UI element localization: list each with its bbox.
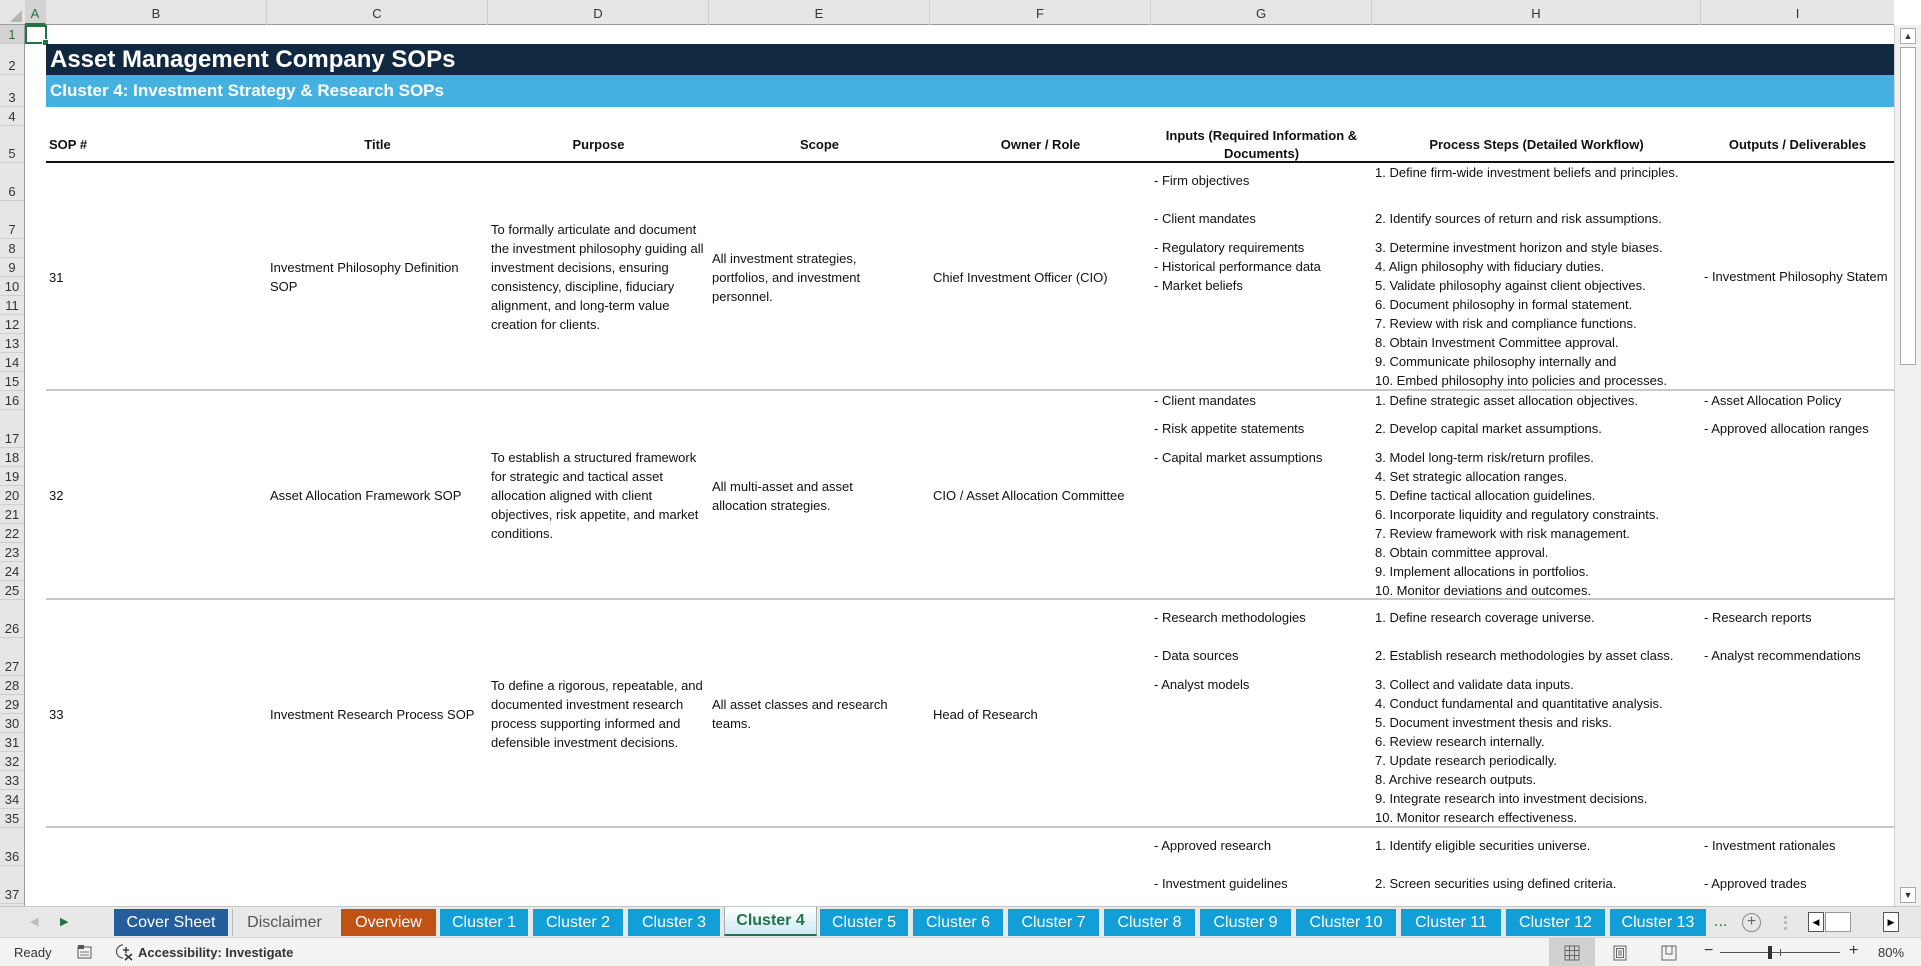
column-header-b[interactable]: B xyxy=(46,0,267,25)
input-item: - Client mandates xyxy=(1154,393,1256,408)
sop-number[interactable]: 31 xyxy=(49,269,64,285)
header-inputs: Inputs (Required Information & Documents) xyxy=(1165,127,1358,161)
column-header-g[interactable]: G xyxy=(1151,0,1372,25)
row-header[interactable]: 32 xyxy=(0,752,24,771)
sop-purpose[interactable]: To define a rigorous, repeatable, and documented investment research process supporting informed and defensible investment decisions. xyxy=(491,678,703,750)
status-bar xyxy=(0,937,1921,966)
row-header[interactable]: 5 xyxy=(0,126,24,163)
process-step: 2. Develop capital market assumptions. xyxy=(1375,421,1602,436)
column-header-f[interactable]: F xyxy=(930,0,1151,25)
add-sheet-icon[interactable]: + xyxy=(1742,913,1761,932)
process-step: 9. Communicate philosophy internally and xyxy=(1375,354,1617,369)
header-owner: Owner / Role xyxy=(1000,136,1081,152)
row-header[interactable]: 15 xyxy=(0,372,24,391)
output-item: - Asset Allocation Policy xyxy=(1704,393,1842,408)
tab-cluster-4[interactable]: Cluster 4 xyxy=(724,907,817,936)
row-header[interactable]: 29 xyxy=(0,695,24,714)
scroll-down-icon[interactable]: ▼ xyxy=(1900,887,1916,903)
vertical-scrollbar[interactable] xyxy=(1894,25,1921,906)
tab-split-handle[interactable] xyxy=(1784,916,1787,930)
row-header[interactable]: 7 xyxy=(0,201,24,239)
row-header[interactable]: 20 xyxy=(0,486,24,505)
input-item: - Risk appetite statements xyxy=(1154,421,1305,436)
output-item: - Analyst recommendations xyxy=(1704,648,1861,663)
process-step: 10. Embed philosophy into policies and processes. xyxy=(1375,373,1667,388)
process-step: 7. Review with risk and compliance functions. xyxy=(1375,316,1637,331)
accessibility-status[interactable]: Accessibility: Investigate xyxy=(138,945,294,960)
process-step: 5. Define tactical allocation guidelines. xyxy=(1375,488,1596,503)
next-sheet-icon[interactable]: ▶ xyxy=(60,916,69,928)
table-header-row xyxy=(46,126,1894,163)
row-header[interactable]: 25 xyxy=(0,581,24,600)
table-row xyxy=(46,391,1894,600)
process-step: 6. Review research internally. xyxy=(1375,734,1545,749)
row-header[interactable]: 1 xyxy=(0,25,24,44)
process-step: 5. Document investment thesis and risks. xyxy=(1375,715,1612,730)
tab-cover-sheet[interactable]: Cover Sheet xyxy=(114,909,230,936)
process-step: 4. Set strategic allocation ranges. xyxy=(1375,469,1568,484)
row-header[interactable]: 31 xyxy=(0,733,24,752)
process-step: 1. Define research coverage universe. xyxy=(1375,610,1595,625)
row-header[interactable]: 16 xyxy=(0,391,24,410)
tab-cluster-2[interactable]: Cluster 2 xyxy=(533,909,625,936)
process-step: 5. Validate philosophy against client objectives. xyxy=(1375,278,1646,293)
tab-cluster-9[interactable]: Cluster 9 xyxy=(1200,909,1293,936)
table-row xyxy=(46,828,1894,906)
process-step: 7. Review framework with risk management. xyxy=(1375,526,1631,541)
page-break-view-button[interactable] xyxy=(1646,938,1692,966)
zoom-slider-thumb[interactable] xyxy=(1768,946,1772,959)
sop-purpose[interactable]: To formally articulate and document the investment philosophy guiding all investment decisions, ensuring consistency, discipline, fiduciary alignment, and long-term value creation for clients. xyxy=(491,222,704,332)
row-header[interactable]: 24 xyxy=(0,562,24,581)
output-item: - Approved allocation ranges xyxy=(1704,421,1869,436)
row-header[interactable]: 18 xyxy=(0,448,24,467)
zoom-level[interactable]: 80% xyxy=(1878,945,1905,960)
row-header[interactable]: 34 xyxy=(0,790,24,809)
active-cell-a1[interactable] xyxy=(25,25,47,44)
process-step: 2. Identify sources of return and risk assumptions. xyxy=(1375,211,1662,226)
tab-cluster-7[interactable]: Cluster 7 xyxy=(1008,909,1101,936)
row-header[interactable]: 26 xyxy=(0,600,24,638)
row-header[interactable]: 28 xyxy=(0,676,24,695)
row-header[interactable]: 3 xyxy=(0,75,24,107)
sop-title[interactable]: Investment Philosophy Definition SOP xyxy=(270,260,459,294)
process-step: 3. Model long-term risk/return profiles. xyxy=(1375,450,1594,465)
select-all-corner[interactable] xyxy=(0,0,25,25)
page-break-icon xyxy=(1661,945,1677,961)
table-row xyxy=(46,163,1894,391)
column-header-e[interactable]: E xyxy=(709,0,930,25)
row-header[interactable]: 36 xyxy=(0,828,24,866)
grid-view-icon xyxy=(1564,945,1580,961)
row-header[interactable]: 10 xyxy=(0,277,24,296)
status-ready: Ready xyxy=(14,945,52,960)
process-step: 2. Establish research methodologies by asset class. xyxy=(1375,648,1674,663)
sop-owner[interactable]: Head of Research xyxy=(933,706,1038,722)
header-purpose: Purpose xyxy=(572,136,625,152)
process-step: 4. Align philosophy with fiduciary duties. xyxy=(1375,259,1605,274)
zoom-slider[interactable] xyxy=(1720,952,1840,953)
row-header[interactable]: 21 xyxy=(0,505,24,524)
row-header[interactable]: 14 xyxy=(0,353,24,372)
macro-record-icon[interactable] xyxy=(77,944,92,962)
column-header-a[interactable]: A xyxy=(25,0,46,25)
sop-owner[interactable]: Chief Investment Officer (CIO) xyxy=(933,269,1108,285)
process-step: 8. Obtain committee approval. xyxy=(1375,545,1549,560)
process-step: 3. Determine investment horizon and style biases. xyxy=(1375,240,1663,255)
sop-scope[interactable]: All multi-asset and asset allocation strategies. xyxy=(712,478,853,513)
row-header[interactable]: 6 xyxy=(0,163,24,201)
process-step: 3. Collect and validate data inputs. xyxy=(1375,677,1574,692)
input-item: - Market beliefs xyxy=(1154,278,1243,293)
tab-cluster-12[interactable]: Cluster 12 xyxy=(1506,909,1607,936)
row-header[interactable]: 4 xyxy=(0,107,24,126)
tab-overview[interactable]: Overview xyxy=(341,909,438,936)
process-step: 10. Monitor deviations and outcomes. xyxy=(1375,583,1592,598)
zoom-100-tick xyxy=(1780,949,1781,956)
scroll-up-icon[interactable]: ▲ xyxy=(1900,28,1916,44)
column-header-bar xyxy=(0,0,1894,25)
output-item: - Investment rationales xyxy=(1704,838,1836,853)
process-step: 1. Define firm-wide investment beliefs and principles. xyxy=(1375,165,1679,180)
process-step: 9. Integrate research into investment decisions. xyxy=(1375,791,1648,806)
sop-title[interactable]: Investment Research Process SOP xyxy=(270,706,475,722)
sop-title[interactable]: Asset Allocation Framework SOP xyxy=(270,488,462,503)
column-header-c[interactable]: C xyxy=(267,0,488,25)
process-step: 10. Monitor research effectiveness. xyxy=(1375,810,1578,825)
row-header[interactable]: 35 xyxy=(0,809,24,828)
worksheet-grid[interactable] xyxy=(25,25,1894,906)
row-header[interactable]: 19 xyxy=(0,467,24,486)
sop-scope[interactable]: All asset classes and research teams. xyxy=(712,697,888,731)
zoom-out-button[interactable]: − xyxy=(1704,942,1714,959)
output-item: - Research reports xyxy=(1704,610,1812,625)
sheet-title: Asset Management Company SOPs xyxy=(46,44,1894,75)
input-item: - Firm objectives xyxy=(1154,173,1250,188)
tab-cluster-3[interactable]: Cluster 3 xyxy=(628,909,722,936)
table-row xyxy=(46,600,1894,828)
tab-cluster-8[interactable]: Cluster 8 xyxy=(1104,909,1197,936)
input-item: - Analyst models xyxy=(1154,677,1250,692)
row-header[interactable]: 8 xyxy=(0,239,24,258)
sop-number[interactable]: 32 xyxy=(49,488,64,503)
header-sop-number: SOP # xyxy=(49,136,88,152)
more-sheets-button[interactable]: ... xyxy=(1714,913,1728,930)
process-step: 1. Identify eligible securities universe. xyxy=(1375,838,1591,853)
sheet-subtitle: Cluster 4: Investment Strategy & Research SOPs xyxy=(46,75,1894,107)
row-header-bar xyxy=(0,25,25,906)
process-step: 2. Screen securities using defined criteria. xyxy=(1375,876,1617,891)
process-step: 1. Define strategic asset allocation objectives. xyxy=(1375,393,1639,408)
process-step: 8. Archive research outputs. xyxy=(1375,772,1537,787)
process-step: 8. Obtain Investment Committee approval. xyxy=(1375,335,1619,350)
page-layout-icon xyxy=(1612,945,1628,961)
row-header[interactable]: 13 xyxy=(0,334,24,353)
zoom-in-button[interactable]: + xyxy=(1849,942,1859,959)
process-step: 6. Document philosophy in formal statement. xyxy=(1375,297,1633,312)
process-step: 9. Implement allocations in portfolios. xyxy=(1375,564,1589,579)
input-item: - Client mandates xyxy=(1154,211,1256,226)
page-layout-view-button[interactable] xyxy=(1597,938,1643,966)
horizontal-scrollbar[interactable] xyxy=(1808,912,1903,933)
tab-cluster-6[interactable]: Cluster 6 xyxy=(913,909,1005,936)
sop-purpose[interactable]: To establish a structured framework for strategic and tactical asset allocation aligned with client objectives, risk appetite, and market conditions. xyxy=(491,450,699,541)
tab-cluster-13[interactable]: Cluster 13 xyxy=(1610,909,1708,936)
header-outputs: Outputs / Deliverables xyxy=(1728,136,1867,152)
horizontal-scroll-thumb[interactable] xyxy=(1825,912,1851,932)
tab-cluster-10[interactable]: Cluster 10 xyxy=(1296,909,1398,936)
scroll-right-icon[interactable]: ▶ xyxy=(1883,912,1899,932)
row-header[interactable]: 33 xyxy=(0,771,24,790)
process-step: 7. Update research periodically. xyxy=(1375,753,1557,768)
header-process-steps: Process Steps (Detailed Workflow) xyxy=(1429,136,1644,152)
tab-cluster-5[interactable]: Cluster 5 xyxy=(820,909,910,936)
sop-scope[interactable]: All investment strategies, portfolios, and investment personnel. xyxy=(712,250,861,304)
row-header[interactable]: 22 xyxy=(0,524,24,543)
input-item: - Capital market assumptions xyxy=(1154,450,1323,465)
row-header[interactable]: 12 xyxy=(0,315,24,334)
sheet-tab-bar xyxy=(0,906,1921,937)
row-header[interactable]: 9 xyxy=(0,258,24,277)
column-header-i[interactable]: I xyxy=(1795,6,1800,21)
output-item: - Approved trades xyxy=(1704,876,1807,891)
input-item: - Approved research xyxy=(1154,838,1272,853)
tab-disclaimer[interactable]: Disclaimer xyxy=(232,909,338,936)
scroll-left-icon[interactable]: ◀ xyxy=(1808,912,1824,932)
header-title: Title xyxy=(364,136,391,152)
process-step: 4. Conduct fundamental and quantitative analysis. xyxy=(1375,696,1663,711)
tab-cluster-11[interactable]: Cluster 11 xyxy=(1401,909,1503,936)
row-header[interactable]: 23 xyxy=(0,543,24,562)
row-header[interactable]: 27 xyxy=(0,638,24,676)
tab-cluster-1[interactable]: Cluster 1 xyxy=(440,909,530,936)
output-item: - Investment Philosophy Statem xyxy=(1704,269,1888,284)
input-item: - Investment guidelines xyxy=(1154,876,1288,891)
sop-owner[interactable]: CIO / Asset Allocation Committee xyxy=(933,488,1125,503)
vertical-scroll-thumb[interactable] xyxy=(1900,47,1916,365)
normal-view-button[interactable] xyxy=(1549,938,1595,966)
row-header[interactable]: 37 xyxy=(0,866,24,904)
input-item: - Regulatory requirements xyxy=(1154,240,1305,255)
column-header-h[interactable]: H xyxy=(1372,0,1701,25)
row-header[interactable]: 30 xyxy=(0,714,24,733)
input-item: - Research methodologies xyxy=(1154,610,1306,625)
row-header[interactable]: 11 xyxy=(0,296,24,315)
header-scope: Scope xyxy=(799,136,839,152)
row-header[interactable]: 2 xyxy=(0,44,24,75)
sop-number[interactable]: 33 xyxy=(49,706,64,722)
input-item: - Data sources xyxy=(1154,648,1239,663)
accessibility-icon[interactable] xyxy=(116,943,134,964)
previous-sheet-icon[interactable]: ◀ xyxy=(30,916,39,928)
row-header[interactable]: 17 xyxy=(0,410,24,448)
column-header-d[interactable]: D xyxy=(488,0,709,25)
process-step: 6. Incorporate liquidity and regulatory constraints. xyxy=(1375,507,1659,522)
input-item: - Historical performance data xyxy=(1154,259,1321,274)
